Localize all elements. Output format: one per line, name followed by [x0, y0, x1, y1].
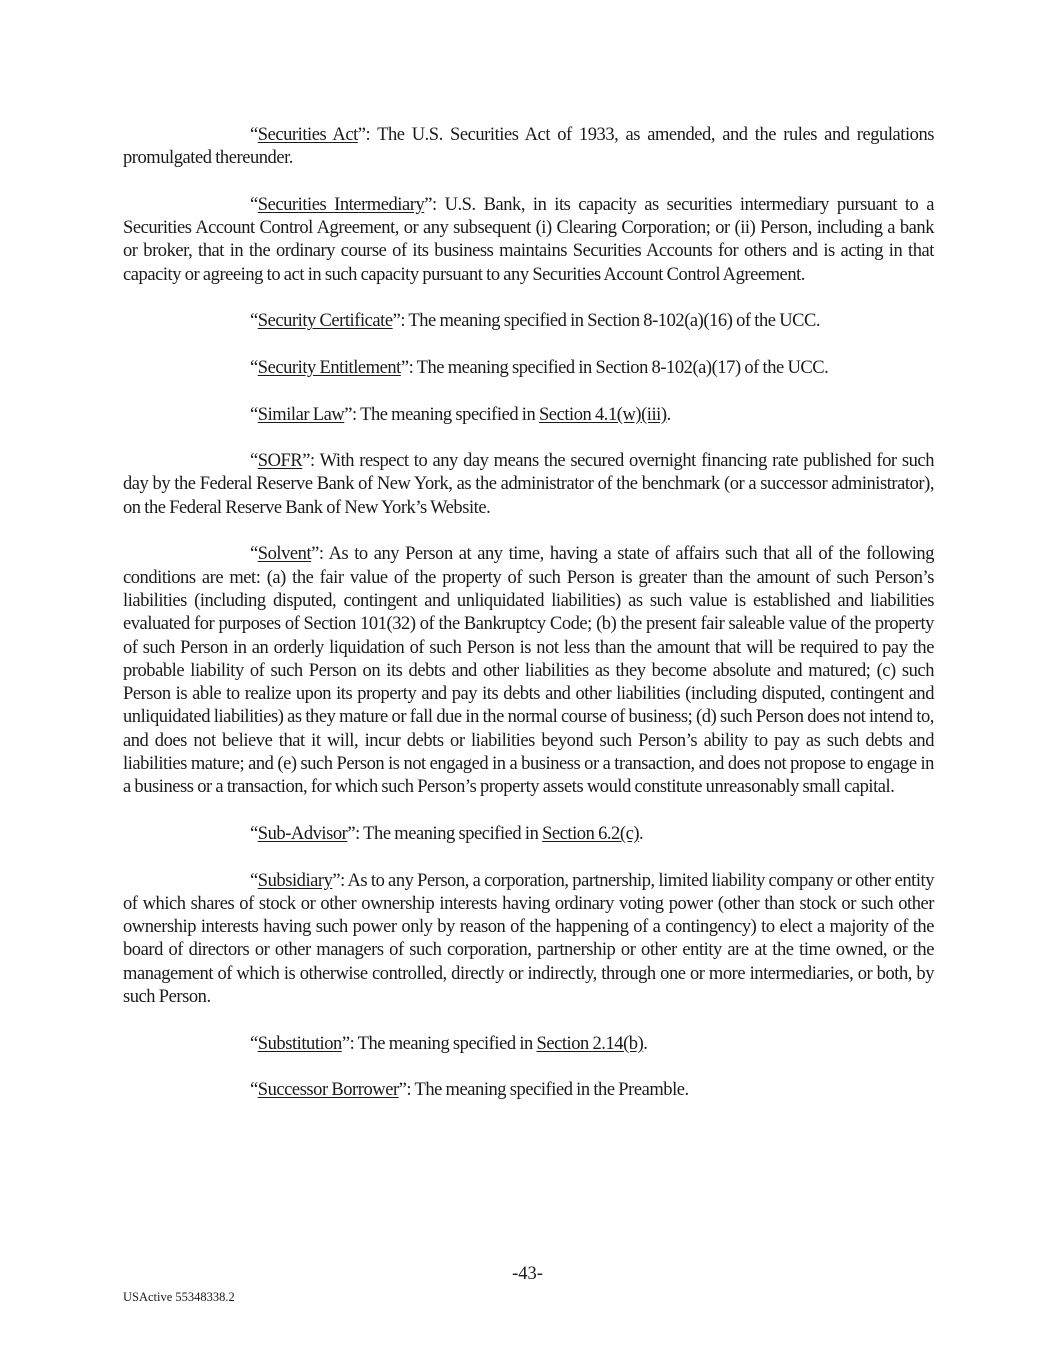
defined-term: Securities Intermediary [257, 194, 425, 215]
definition-text: “ [250, 311, 258, 332]
definition-subsidiary [123, 870, 934, 1010]
definition-successor-borrower [123, 1079, 934, 1102]
definition-text: “ [250, 357, 258, 378]
definition-text: ”: The meaning specified in Section 8-102(a)(17) of the UCC. [400, 357, 829, 378]
definition-sofr [123, 450, 934, 520]
definition-sub-advisor [123, 823, 934, 846]
definition-text: ”: The meaning specified in [347, 823, 543, 844]
definition-text: ”: U.S. Bank, in its capacity as securities intermediary pursuant to a Securities Account Control Agreement, or any subsequent (i) Clearing Corporation; or (ii) Person, including a bank or broker, that in the ordinary course of its business maintains Securities Accounts for others and is acting in that capacity or agreeing to act in such capacity pursuant to any Securities Account Control Agreement. [123, 194, 934, 285]
page-number: -43- [512, 1264, 543, 1284]
document-id: USActive 55348338.2 [123, 1290, 235, 1304]
defined-term: Successor Borrower [257, 1080, 399, 1101]
definition-similar-law [123, 404, 934, 427]
definition-text: “ [250, 544, 258, 565]
section-reference[interactable]: Section 6.2(c) [542, 823, 640, 844]
definition-text: ”: With respect to any day means the secured overnight financing rate published for such day by the Federal Reserve Bank of New York, as the administrator of the benchmark (or a successor administrator), on the Federal Reserve Bank of New York’s Website. [123, 451, 934, 518]
definition-text: ”: As to any Person at any time, having a state of affairs such that all of the following conditions are met: (a) the fair value of the property of such Person is greater than the amount of such Person’s liabilities (including disputed, contingent and unliquidated liabilities) as such value is established and liabilities evaluated for purposes of Section 101(32) of the Bankruptcy Code; (b) the present fair saleable value of the property of such Person in an orderly liquidation of such Person is not less than the amount that will be required to pay the probable liability of such Person on its debts and other liabilities as they become absolute and matured; (c) such Person is able to realize upon its property and pay its debts and other liabilities (including disputed, contingent and unliquidated liabilities) as they mature or fall due in the normal course of business; (d) such Person does not intend to, and does not believe that it will, incur debts or liabilities beyond such Person’s ability to pay as such debts and liabilities mature; and (e) such Person is not engaged in a business or a transaction, and does not propose to engage in a business or a transaction, for which such Person’s property assets would constitute unreasonably small capital. [123, 544, 934, 798]
definition-text: “ [250, 1080, 258, 1101]
definition-text: “ [250, 451, 258, 472]
definition-text: “ [250, 125, 258, 145]
definition-text: . [666, 404, 671, 425]
definition-solvent [123, 543, 934, 799]
definition-text: ”: The meaning specified in [344, 404, 539, 425]
defined-term: Security Entitlement [257, 357, 401, 378]
section-reference[interactable]: Section 2.14(b) [536, 1033, 644, 1054]
definition-security-certificate [123, 310, 934, 333]
definition-security-entitlement [123, 357, 934, 380]
definition-text: “ [250, 404, 258, 425]
document-page [123, 124, 934, 1126]
definition-text: ”: The meaning specified in Section 8-102(a)(16) of the UCC. [392, 311, 821, 332]
defined-term: Similar Law [257, 404, 345, 425]
defined-term: Substitution [257, 1033, 342, 1054]
section-reference[interactable]: Section 4.1(w)(iii) [538, 404, 667, 425]
defined-term: SOFR [257, 451, 303, 472]
defined-term: Solvent [257, 544, 312, 565]
definition-text: ”: The U.S. Securities Act of 1933, as amended, and the rules and regulations promulgated thereunder. [123, 125, 934, 169]
definition-text: ”: As to any Person, a corporation, partnership, limited liability company or other entity of which shares of stock or other ownership interests having ordinary voting power (other than stock or such other ownership interests having such power only by reason of the happening of a contingency) to elect a majority of the board of directors or other managers of such corporation, partnership or other entity are at the time owned, or the management of which is otherwise controlled, directly or indirectly, through one or more intermediaries, or both, by such Person. [123, 870, 934, 1007]
definition-securities-intermediary [123, 194, 934, 287]
definition-securities-act [123, 124, 934, 171]
definition-text: “ [250, 1033, 258, 1054]
definition-text: “ [250, 194, 258, 215]
defined-term: Securities Act [257, 125, 358, 145]
defined-term: Security Certificate [257, 311, 393, 332]
definition-text: . [643, 1033, 648, 1054]
definition-substitution [123, 1033, 934, 1056]
definition-text: . [639, 823, 644, 844]
defined-term: Subsidiary [257, 870, 333, 891]
definition-text: “ [250, 823, 258, 844]
definition-text: ”: The meaning specified in [341, 1033, 537, 1054]
definition-text: “ [250, 870, 258, 891]
defined-term: Sub-Advisor [257, 823, 348, 844]
definition-text: ”: The meaning specified in the Preamble. [398, 1080, 689, 1101]
